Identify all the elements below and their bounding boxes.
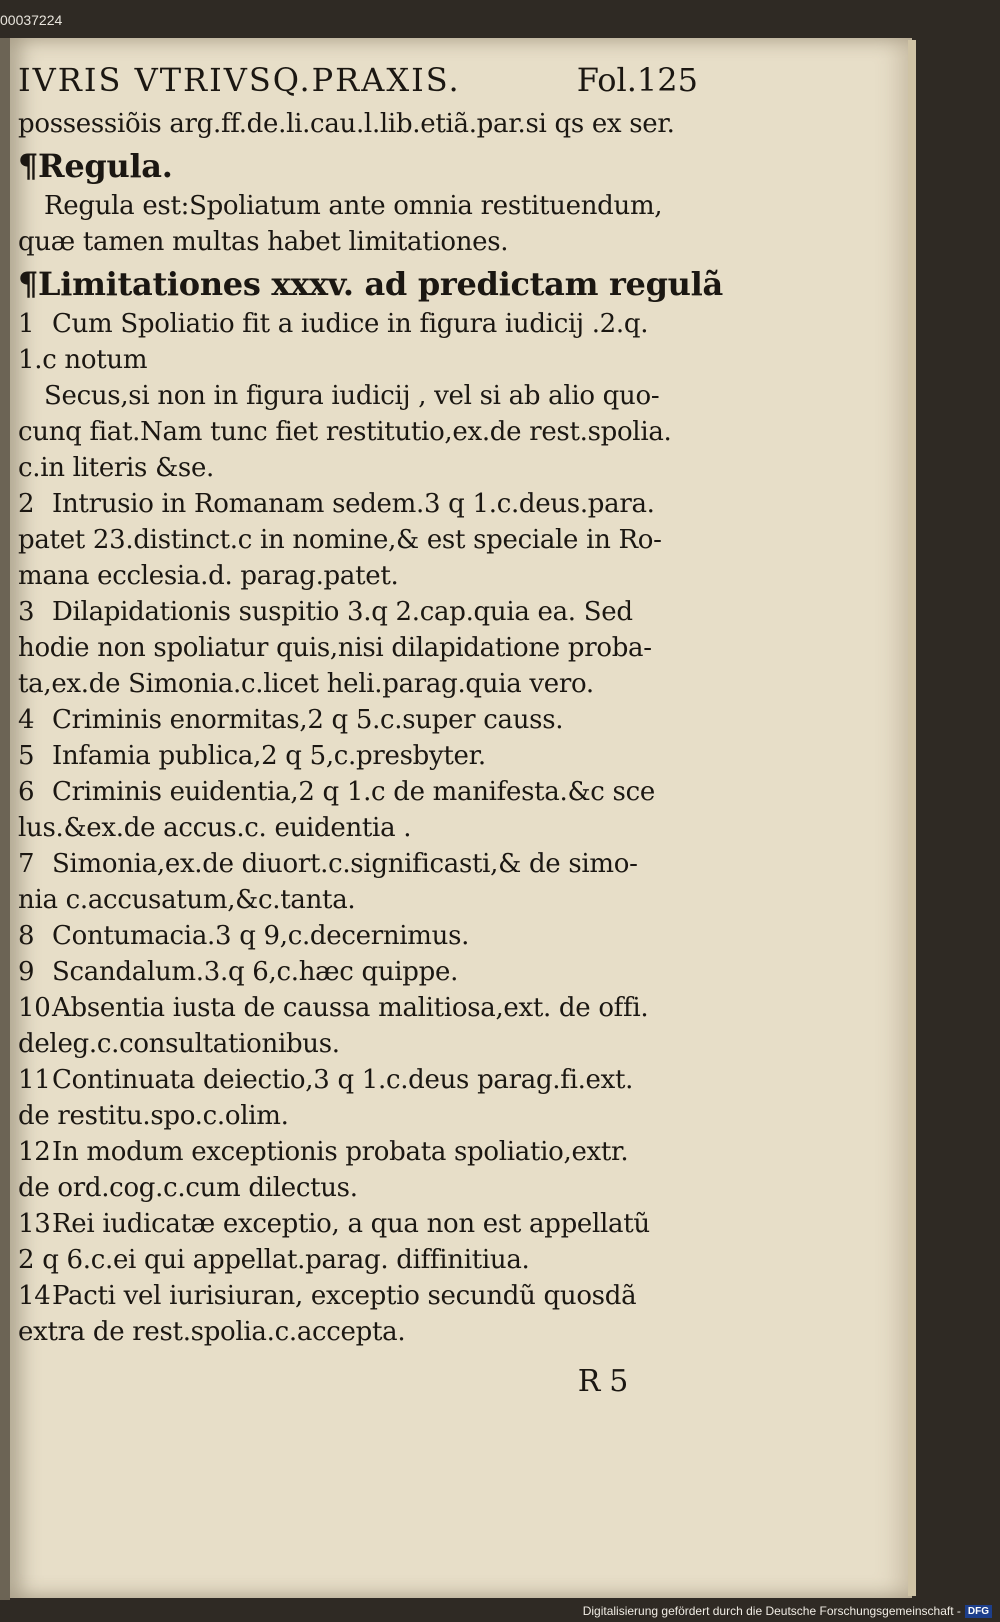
line-text: Simonia,ex.de diuort.c.significasti,& de simo- xyxy=(52,849,638,879)
line-text: In modum exceptionis probata spoliatio,extr. xyxy=(52,1137,629,1167)
text-line xyxy=(18,1314,698,1350)
text-lines xyxy=(18,106,723,1350)
line-text: quæ tamen multas habet limitationes. xyxy=(18,227,509,257)
text-line xyxy=(18,1026,698,1062)
text-line xyxy=(18,1242,698,1278)
text-line xyxy=(18,846,698,882)
line-text: nia c.accusatum,&c.tanta. xyxy=(18,885,356,915)
limitation-number: 7 xyxy=(18,849,35,879)
section-heading xyxy=(18,265,723,303)
line-text: ta,ex.de Simonia.c.licet heli.parag.quia vero. xyxy=(18,669,594,699)
line-text: Cum Spoliatio fit a iudice in figura iudicij .2.q. xyxy=(52,309,649,339)
section-heading xyxy=(18,148,698,184)
line-text: patet 23.distinct.c in nomine,& est speciale in Ro- xyxy=(18,525,662,555)
line-text: ¶Limitationes xxxv. ad predictam regulã xyxy=(18,265,723,303)
text-line xyxy=(18,106,698,142)
line-text: extra de rest.spolia.c.accepta. xyxy=(18,1317,406,1347)
line-text: Criminis enormitas,2 q 5.c.super causs. xyxy=(52,705,564,735)
text-line xyxy=(18,1278,698,1314)
limitation-number: 11 xyxy=(18,1065,51,1095)
line-text: Continuata deiectio,3 q 1.c.deus parag.fi.ext. xyxy=(52,1065,634,1095)
text-line xyxy=(18,306,698,342)
facing-page-edge xyxy=(0,38,10,1600)
text-line xyxy=(18,486,698,522)
text-line xyxy=(18,882,698,918)
limitation-number: 3 xyxy=(18,597,35,627)
line-text: Intrusio in Romanam sedem.3 q 1.c.deus.para. xyxy=(52,489,655,519)
dfg-logo: DFG xyxy=(965,1605,992,1618)
limitation-number: 9 xyxy=(18,957,35,987)
line-text: Absentia iusta de caussa malitiosa,ext. de offi. xyxy=(52,993,649,1023)
limitation-number: 10 xyxy=(18,993,51,1023)
limitation-number: 1 xyxy=(18,309,35,339)
line-text: mana ecclesia.d. parag.patet. xyxy=(18,561,399,591)
digitization-credit xyxy=(583,1604,992,1618)
line-text: Regula est:Spoliatum ante omnia restituendum, xyxy=(44,191,663,221)
limitation-number: 6 xyxy=(18,777,35,807)
text-line xyxy=(18,1098,698,1134)
line-text: 2 q 6.c.ei qui appellat.parag. diffinitiua. xyxy=(18,1245,530,1275)
page-stack-edge xyxy=(908,40,916,1596)
text-line xyxy=(18,630,698,666)
signature-mark: R 5 xyxy=(577,1364,628,1399)
limitation-number: 8 xyxy=(18,921,35,951)
text-line xyxy=(18,558,698,594)
text-line xyxy=(18,1170,698,1206)
text-line xyxy=(18,188,698,224)
text-line xyxy=(18,522,698,558)
line-text: Contumacia.3 q 9,c.decernimus. xyxy=(52,921,470,951)
text-line xyxy=(18,990,698,1026)
line-text: Pacti vel iurisiuran, exceptio secundũ quosdã xyxy=(52,1281,637,1311)
line-text: ¶Regula. xyxy=(18,147,173,185)
text-line xyxy=(18,1062,698,1098)
line-text: cunq fiat.Nam tunc fiet restitutio,ex.de rest.spolia. xyxy=(18,417,672,447)
line-text: Rei iudicatæ exceptio, a qua non est appellatũ xyxy=(52,1209,650,1239)
text-line xyxy=(18,1134,698,1170)
text-line xyxy=(18,738,698,774)
credit-text: Digitalisierung gefördert durch die Deutsche Forschungsgemeinschaft - xyxy=(582,1604,961,1618)
limitation-number: 2 xyxy=(18,489,35,519)
line-text: possessiõis arg.ff.de.li.cau.l.lib.etiã.par.si qs ex ser. xyxy=(18,109,675,139)
line-text: c.in literis &se. xyxy=(18,453,215,483)
text-line xyxy=(18,702,698,738)
running-header xyxy=(18,62,698,98)
line-text: lus.&ex.de accus.c. euidentia . xyxy=(18,813,412,843)
text-line xyxy=(18,414,698,450)
text-line xyxy=(18,378,698,414)
text-line xyxy=(18,594,698,630)
text-line xyxy=(18,450,698,486)
line-text: Dilapidationis suspitio 3.q 2.cap.quia ea. Sed xyxy=(52,597,633,627)
text-line xyxy=(18,224,698,260)
text-line xyxy=(18,954,698,990)
text-line xyxy=(18,774,698,810)
line-text: Infamia publica,2 q 5,c.presbyter. xyxy=(52,741,486,771)
text-line xyxy=(18,1206,698,1242)
running-head-title: IVRIS VTRIVSQ.PRAXIS. xyxy=(18,61,461,99)
limitation-number: 14 xyxy=(18,1281,51,1311)
limitation-number: 4 xyxy=(18,705,35,735)
limitation-number: 13 xyxy=(18,1209,51,1239)
text-line xyxy=(18,666,698,702)
line-text: 1.c notum xyxy=(18,345,148,375)
line-text: Secus,si non in figura iudicij , vel si ab alio quo- xyxy=(44,381,660,411)
scan-id-label: 00037224 xyxy=(0,12,63,28)
limitation-number: 5 xyxy=(18,741,35,771)
line-text: de ord.cog.c.cum dilectus. xyxy=(18,1173,358,1203)
line-text: de restitu.spo.c.olim. xyxy=(18,1101,289,1131)
text-line xyxy=(18,918,698,954)
line-text: Criminis euidentia,2 q 1.c de manifesta.&c sce xyxy=(52,777,655,807)
line-text: hodie non spoliatur quis,nisi dilapidatione proba- xyxy=(18,633,652,663)
page-text-block xyxy=(18,61,723,1400)
line-text: Scandalum.3.q 6,c.hæc quippe. xyxy=(52,957,459,987)
folio-number: Fol.125 xyxy=(576,61,698,99)
line-text: deleg.c.consultationibus. xyxy=(18,1029,340,1059)
limitation-number: 12 xyxy=(18,1137,51,1167)
text-line xyxy=(18,810,698,846)
text-line xyxy=(18,342,698,378)
